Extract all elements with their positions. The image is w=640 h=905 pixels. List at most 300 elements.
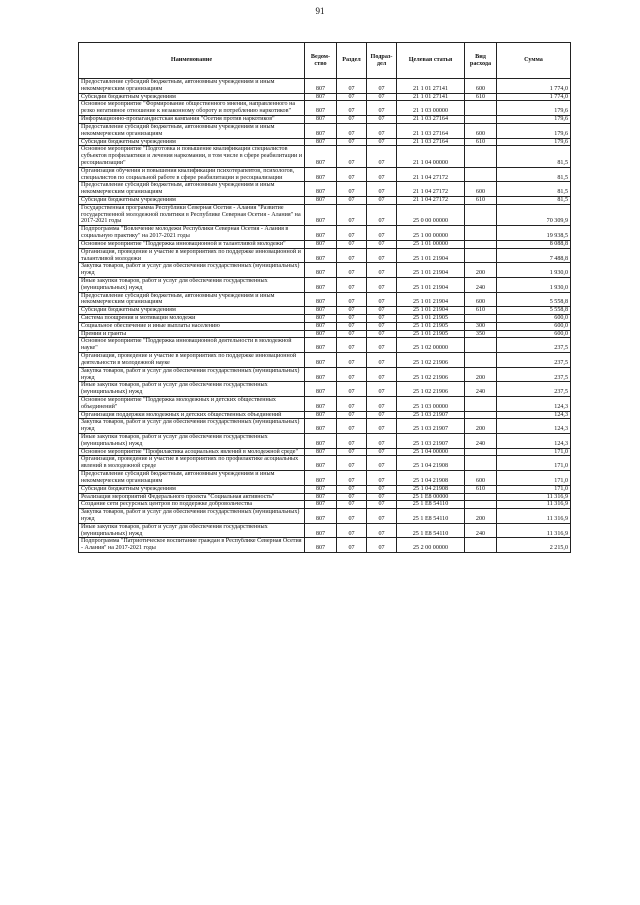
row-section: 07 bbox=[337, 353, 367, 368]
row-amount: 1 930,0 bbox=[497, 277, 571, 292]
row-name: Организация обучения и повышения квалификации психотерапевтов, психологов, специалистов по социальной работе в сфере реабилитации и ресоциализации bbox=[79, 167, 305, 182]
row-section: 07 bbox=[337, 248, 367, 263]
table-row bbox=[79, 116, 571, 124]
row-target: 25 1 01 21905 bbox=[397, 322, 465, 330]
row-amount: 11 316,9 bbox=[497, 501, 571, 509]
row-amount: 1 774,0 bbox=[497, 93, 571, 101]
row-dept: 807 bbox=[305, 456, 337, 471]
row-name: Основное мероприятие "Поддержка инновационной и талантливой молодежи" bbox=[79, 240, 305, 248]
header-expense-type: Вид расхода bbox=[465, 43, 497, 79]
row-name: Премии и гранты bbox=[79, 330, 305, 338]
table-row bbox=[79, 292, 571, 307]
row-dept: 807 bbox=[305, 411, 337, 419]
row-amount: 237,5 bbox=[497, 353, 571, 368]
header-subsection: Подраз-дел bbox=[367, 43, 397, 79]
table-row bbox=[79, 277, 571, 292]
row-name: Предоставление субсидий бюджетным, автономным учреждениям и иным некоммерческим организациям bbox=[79, 182, 305, 197]
row-target: 25 1 02 21906 bbox=[397, 353, 465, 368]
row-expense-type bbox=[465, 338, 497, 353]
row-name: Предоставление субсидий бюджетным, автономным учреждениям и иным некоммерческим организациям bbox=[79, 123, 305, 138]
row-expense-type: 240 bbox=[465, 523, 497, 538]
row-amount: 81,5 bbox=[497, 146, 571, 167]
table-row bbox=[79, 307, 571, 315]
row-section: 07 bbox=[337, 93, 367, 101]
row-dept: 807 bbox=[305, 471, 337, 486]
row-target: 25 1 00 00000 bbox=[397, 226, 465, 241]
row-section: 07 bbox=[337, 509, 367, 524]
row-expense-type bbox=[465, 315, 497, 323]
row-dept: 807 bbox=[305, 101, 337, 116]
row-expense-type bbox=[465, 353, 497, 368]
table-row bbox=[79, 382, 571, 397]
row-subsection: 07 bbox=[367, 240, 397, 248]
row-amount: 81,5 bbox=[497, 182, 571, 197]
row-dept: 807 bbox=[305, 367, 337, 382]
row-subsection: 07 bbox=[367, 226, 397, 241]
row-expense-type: 240 bbox=[465, 382, 497, 397]
header-section: Раздел bbox=[337, 43, 367, 79]
table-row bbox=[79, 485, 571, 493]
row-section: 07 bbox=[337, 226, 367, 241]
row-target: 25 1 E8 00000 bbox=[397, 493, 465, 501]
row-target: 21 1 03 27164 bbox=[397, 123, 465, 138]
row-expense-type: 600 bbox=[465, 471, 497, 486]
row-subsection: 07 bbox=[367, 456, 397, 471]
row-expense-type: 610 bbox=[465, 197, 497, 205]
row-dept: 807 bbox=[305, 353, 337, 368]
row-section: 07 bbox=[337, 411, 367, 419]
row-amount: 81,5 bbox=[497, 167, 571, 182]
row-dept: 807 bbox=[305, 226, 337, 241]
row-amount: 11 316,9 bbox=[497, 493, 571, 501]
row-expense-type bbox=[465, 204, 497, 225]
row-section: 07 bbox=[337, 456, 367, 471]
row-target: 25 1 E8 54110 bbox=[397, 523, 465, 538]
row-name: Подпрограмма "Вовлечение молодежи Республики Северная Осетия - Алания в социальную практику" на 2017-2021 годы bbox=[79, 226, 305, 241]
row-name: Субсидии бюджетным учреждениям bbox=[79, 307, 305, 315]
row-name: Основное мероприятие "Профилактика асоциальных явлений в молодежной среде" bbox=[79, 448, 305, 456]
row-expense-type: 200 bbox=[465, 367, 497, 382]
row-target: 25 1 04 21908 bbox=[397, 485, 465, 493]
row-expense-type bbox=[465, 167, 497, 182]
row-subsection: 07 bbox=[367, 353, 397, 368]
row-amount: 179,6 bbox=[497, 116, 571, 124]
row-expense-type bbox=[465, 226, 497, 241]
table-row bbox=[79, 523, 571, 538]
table-row bbox=[79, 93, 571, 101]
row-name: Иные закупки товаров, работ и услуг для обеспечения государственных (муниципальных) нужд bbox=[79, 523, 305, 538]
row-amount: 179,6 bbox=[497, 101, 571, 116]
row-amount: 124,3 bbox=[497, 419, 571, 434]
row-name: Система поощрения и мотивации молодежи bbox=[79, 315, 305, 323]
row-expense-type bbox=[465, 240, 497, 248]
row-expense-type bbox=[465, 501, 497, 509]
row-name: Организация поддержки молодежных и детских общественных объединений bbox=[79, 411, 305, 419]
row-section: 07 bbox=[337, 123, 367, 138]
row-dept: 807 bbox=[305, 204, 337, 225]
row-subsection: 07 bbox=[367, 138, 397, 146]
table-row bbox=[79, 456, 571, 471]
row-dept: 807 bbox=[305, 123, 337, 138]
row-amount: 237,5 bbox=[497, 367, 571, 382]
row-subsection: 07 bbox=[367, 79, 397, 94]
row-section: 07 bbox=[337, 315, 367, 323]
row-dept: 807 bbox=[305, 197, 337, 205]
row-expense-type bbox=[465, 116, 497, 124]
row-dept: 807 bbox=[305, 501, 337, 509]
row-name: Организация, проведение и участие в мероприятиях по поддержке инновационной деятельности в молодежной науке bbox=[79, 353, 305, 368]
row-dept: 807 bbox=[305, 434, 337, 449]
row-name: Предоставление субсидий бюджетным, автономным учреждениям и иным некоммерческим организациям bbox=[79, 292, 305, 307]
table-row bbox=[79, 448, 571, 456]
row-expense-type bbox=[465, 146, 497, 167]
row-section: 07 bbox=[337, 419, 367, 434]
table-row bbox=[79, 248, 571, 263]
row-amount: 81,5 bbox=[497, 197, 571, 205]
row-subsection: 07 bbox=[367, 367, 397, 382]
row-dept: 807 bbox=[305, 523, 337, 538]
row-section: 07 bbox=[337, 396, 367, 411]
row-section: 07 bbox=[337, 434, 367, 449]
row-dept: 807 bbox=[305, 307, 337, 315]
row-expense-type: 240 bbox=[465, 434, 497, 449]
row-name: Закупка товаров, работ и услуг для обеспечения государственных (муниципальных) нужд bbox=[79, 263, 305, 278]
row-name: Информационно-пропагандистская кампания "Осетия против наркотиков" bbox=[79, 116, 305, 124]
row-target: 25 1 01 21904 bbox=[397, 248, 465, 263]
row-target: 21 1 03 27164 bbox=[397, 138, 465, 146]
header-target: Целевая статья bbox=[397, 43, 465, 79]
row-dept: 807 bbox=[305, 338, 337, 353]
row-name: Предоставление субсидий бюджетным, автономным учреждениям и иным некоммерческим организациям bbox=[79, 471, 305, 486]
row-name: Основное мероприятие "Поддержка молодежных и детских общественных объединений" bbox=[79, 396, 305, 411]
row-dept: 807 bbox=[305, 138, 337, 146]
row-dept: 807 bbox=[305, 538, 337, 553]
row-expense-type bbox=[465, 448, 497, 456]
row-dept: 807 bbox=[305, 93, 337, 101]
row-amount: 5 558,8 bbox=[497, 292, 571, 307]
row-amount: 7 488,8 bbox=[497, 248, 571, 263]
row-section: 07 bbox=[337, 138, 367, 146]
row-section: 07 bbox=[337, 322, 367, 330]
row-subsection: 07 bbox=[367, 277, 397, 292]
row-name: Иные закупки товаров, работ и услуг для обеспечения государственных (муниципальных) нужд bbox=[79, 434, 305, 449]
row-amount: 600,0 bbox=[497, 322, 571, 330]
row-name: Подпрограмма "Патриотическое воспитание граждан в Республике Северная Осетия - Алания" на 2017-2021 годы bbox=[79, 538, 305, 553]
row-target: 25 1 E8 54110 bbox=[397, 501, 465, 509]
table-row bbox=[79, 411, 571, 419]
table-row bbox=[79, 226, 571, 241]
row-subsection: 07 bbox=[367, 315, 397, 323]
row-section: 07 bbox=[337, 493, 367, 501]
row-name: Основное мероприятие "Поддержка инновационной деятельности в молодежной науке" bbox=[79, 338, 305, 353]
row-subsection: 07 bbox=[367, 448, 397, 456]
row-amount: 5 558,8 bbox=[497, 307, 571, 315]
row-dept: 807 bbox=[305, 382, 337, 397]
row-subsection: 07 bbox=[367, 123, 397, 138]
row-subsection: 07 bbox=[367, 396, 397, 411]
row-section: 07 bbox=[337, 101, 367, 116]
row-target: 25 1 04 21908 bbox=[397, 456, 465, 471]
row-subsection: 07 bbox=[367, 501, 397, 509]
row-dept: 807 bbox=[305, 263, 337, 278]
row-subsection: 07 bbox=[367, 493, 397, 501]
row-target: 25 1 01 21904 bbox=[397, 263, 465, 278]
row-name: Реализация мероприятий Федерального проекта "Социальная активность" bbox=[79, 493, 305, 501]
budget-table bbox=[78, 42, 571, 553]
row-dept: 807 bbox=[305, 240, 337, 248]
header-amount: Сумма bbox=[497, 43, 571, 79]
row-subsection: 07 bbox=[367, 419, 397, 434]
row-section: 07 bbox=[337, 448, 367, 456]
row-dept: 807 bbox=[305, 448, 337, 456]
row-name: Организация, проведение и участие в мероприятиях по профилактике асоциальных явлений в молодежной среде bbox=[79, 456, 305, 471]
row-name: Субсидии бюджетным учреждениям bbox=[79, 197, 305, 205]
row-amount: 2 215,0 bbox=[497, 538, 571, 553]
row-name: Закупка товаров, работ и услуг для обеспечения государственных (муниципальных) нужд bbox=[79, 509, 305, 524]
table-row bbox=[79, 123, 571, 138]
row-subsection: 07 bbox=[367, 101, 397, 116]
row-dept: 807 bbox=[305, 485, 337, 493]
table-header-row bbox=[79, 43, 571, 79]
row-target: 25 2 00 00000 bbox=[397, 538, 465, 553]
header-dept: Ведом-ство bbox=[305, 43, 337, 79]
row-amount: 171,0 bbox=[497, 471, 571, 486]
row-expense-type: 350 bbox=[465, 330, 497, 338]
row-dept: 807 bbox=[305, 79, 337, 94]
row-section: 07 bbox=[337, 307, 367, 315]
row-expense-type: 300 bbox=[465, 322, 497, 330]
row-section: 07 bbox=[337, 382, 367, 397]
table-row bbox=[79, 182, 571, 197]
row-section: 07 bbox=[337, 471, 367, 486]
row-amount: 8 088,8 bbox=[497, 240, 571, 248]
row-expense-type: 600 bbox=[465, 123, 497, 138]
row-amount: 124,3 bbox=[497, 434, 571, 449]
row-expense-type bbox=[465, 101, 497, 116]
table-row bbox=[79, 197, 571, 205]
row-subsection: 07 bbox=[367, 322, 397, 330]
row-name: Создание сети ресурсных центров по поддержке добровольчества bbox=[79, 501, 305, 509]
row-target: 25 1 03 21907 bbox=[397, 419, 465, 434]
row-section: 07 bbox=[337, 277, 367, 292]
row-name: Субсидии бюджетным учреждениям bbox=[79, 485, 305, 493]
row-dept: 807 bbox=[305, 292, 337, 307]
row-target: 25 1 01 21905 bbox=[397, 330, 465, 338]
row-target: 25 1 01 21905 bbox=[397, 315, 465, 323]
row-subsection: 07 bbox=[367, 471, 397, 486]
row-amount: 179,6 bbox=[497, 123, 571, 138]
row-target: 25 1 03 21907 bbox=[397, 411, 465, 419]
row-dept: 807 bbox=[305, 248, 337, 263]
page-number: 91 bbox=[315, 6, 325, 16]
row-target: 25 1 02 21906 bbox=[397, 382, 465, 397]
row-section: 07 bbox=[337, 204, 367, 225]
row-amount: 11 316,9 bbox=[497, 523, 571, 538]
row-expense-type: 600 bbox=[465, 79, 497, 94]
row-subsection: 07 bbox=[367, 292, 397, 307]
row-amount: 124,3 bbox=[497, 411, 571, 419]
row-subsection: 07 bbox=[367, 204, 397, 225]
row-name: Основное мероприятие "Подготовка и повышение квалификации специалистов субъектов профилактики и лечения наркомании, в том числе в сфере реабилитации и ресоциализации" bbox=[79, 146, 305, 167]
row-dept: 807 bbox=[305, 116, 337, 124]
table-row bbox=[79, 315, 571, 323]
row-section: 07 bbox=[337, 240, 367, 248]
row-target: 25 1 03 00000 bbox=[397, 396, 465, 411]
row-name: Субсидии бюджетным учреждениям bbox=[79, 138, 305, 146]
row-expense-type: 610 bbox=[465, 93, 497, 101]
table-row bbox=[79, 338, 571, 353]
row-expense-type bbox=[465, 248, 497, 263]
row-section: 07 bbox=[337, 538, 367, 553]
row-dept: 807 bbox=[305, 419, 337, 434]
row-expense-type bbox=[465, 456, 497, 471]
row-expense-type: 200 bbox=[465, 263, 497, 278]
row-amount: 19 938,5 bbox=[497, 226, 571, 241]
row-dept: 807 bbox=[305, 493, 337, 501]
table-row bbox=[79, 79, 571, 94]
row-amount: 1 930,0 bbox=[497, 263, 571, 278]
row-expense-type bbox=[465, 538, 497, 553]
row-subsection: 07 bbox=[367, 509, 397, 524]
table-body bbox=[79, 79, 571, 553]
row-expense-type: 200 bbox=[465, 419, 497, 434]
row-amount: 171,0 bbox=[497, 448, 571, 456]
row-subsection: 07 bbox=[367, 116, 397, 124]
row-name: Основное мероприятие "Формирование общественного мнения, направленного на резко негативное отношение к незаконному обороту и потреблению наркотиков" bbox=[79, 101, 305, 116]
row-dept: 807 bbox=[305, 167, 337, 182]
row-target: 25 1 02 00000 bbox=[397, 338, 465, 353]
row-amount: 124,3 bbox=[497, 396, 571, 411]
row-expense-type bbox=[465, 396, 497, 411]
row-expense-type: 200 bbox=[465, 509, 497, 524]
table-row bbox=[79, 353, 571, 368]
table-row bbox=[79, 367, 571, 382]
row-amount: 171,0 bbox=[497, 456, 571, 471]
row-subsection: 07 bbox=[367, 146, 397, 167]
row-section: 07 bbox=[337, 523, 367, 538]
row-section: 07 bbox=[337, 367, 367, 382]
row-target: 25 0 00 00000 bbox=[397, 204, 465, 225]
row-section: 07 bbox=[337, 116, 367, 124]
row-amount: 237,5 bbox=[497, 338, 571, 353]
row-dept: 807 bbox=[305, 315, 337, 323]
row-name: Субсидии бюджетным учреждениям bbox=[79, 93, 305, 101]
row-target: 21 1 04 27172 bbox=[397, 167, 465, 182]
row-section: 07 bbox=[337, 79, 367, 94]
row-name: Организация, проведение и участие в мероприятиях по поддержке инновационной и талантливой молодежи bbox=[79, 248, 305, 263]
row-subsection: 07 bbox=[367, 434, 397, 449]
row-target: 25 1 01 21904 bbox=[397, 277, 465, 292]
table-row bbox=[79, 138, 571, 146]
table-row bbox=[79, 167, 571, 182]
row-expense-type: 240 bbox=[465, 277, 497, 292]
row-subsection: 07 bbox=[367, 167, 397, 182]
row-subsection: 07 bbox=[367, 93, 397, 101]
row-amount: 171,0 bbox=[497, 485, 571, 493]
table-row bbox=[79, 322, 571, 330]
row-expense-type bbox=[465, 411, 497, 419]
row-expense-type: 600 bbox=[465, 292, 497, 307]
table-row bbox=[79, 396, 571, 411]
row-amount: 237,5 bbox=[497, 382, 571, 397]
row-target: 25 1 01 21904 bbox=[397, 292, 465, 307]
row-subsection: 07 bbox=[367, 485, 397, 493]
row-amount: 600,0 bbox=[497, 315, 571, 323]
row-section: 07 bbox=[337, 338, 367, 353]
row-subsection: 07 bbox=[367, 338, 397, 353]
row-expense-type bbox=[465, 493, 497, 501]
row-subsection: 07 bbox=[367, 330, 397, 338]
row-target: 21 1 04 27172 bbox=[397, 197, 465, 205]
row-subsection: 07 bbox=[367, 182, 397, 197]
row-amount: 179,6 bbox=[497, 138, 571, 146]
row-expense-type: 610 bbox=[465, 485, 497, 493]
row-section: 07 bbox=[337, 197, 367, 205]
table-row bbox=[79, 501, 571, 509]
row-target: 21 1 01 27141 bbox=[397, 79, 465, 94]
row-target: 25 1 02 21906 bbox=[397, 367, 465, 382]
row-target: 21 1 03 00000 bbox=[397, 101, 465, 116]
row-name: Предоставление субсидий бюджетным, автономным учреждениям и иным некоммерческим организациям bbox=[79, 79, 305, 94]
row-name: Закупка товаров, работ и услуг для обеспечения государственных (муниципальных) нужд bbox=[79, 419, 305, 434]
row-subsection: 07 bbox=[367, 307, 397, 315]
row-name: Социальное обеспечение и иные выплаты населению bbox=[79, 322, 305, 330]
row-expense-type: 610 bbox=[465, 307, 497, 315]
row-subsection: 07 bbox=[367, 523, 397, 538]
row-dept: 807 bbox=[305, 322, 337, 330]
row-target: 21 1 04 27172 bbox=[397, 182, 465, 197]
row-target: 25 1 04 21908 bbox=[397, 471, 465, 486]
row-target: 25 1 01 00000 bbox=[397, 240, 465, 248]
header-name: Наименование bbox=[79, 43, 305, 79]
row-section: 07 bbox=[337, 330, 367, 338]
row-section: 07 bbox=[337, 501, 367, 509]
row-target: 21 1 03 27164 bbox=[397, 116, 465, 124]
row-section: 07 bbox=[337, 263, 367, 278]
row-dept: 807 bbox=[305, 330, 337, 338]
row-target: 25 1 03 21907 bbox=[397, 434, 465, 449]
row-target: 25 1 E8 54110 bbox=[397, 509, 465, 524]
row-subsection: 07 bbox=[367, 263, 397, 278]
row-subsection: 07 bbox=[367, 248, 397, 263]
row-target: 21 1 01 27141 bbox=[397, 93, 465, 101]
row-dept: 807 bbox=[305, 396, 337, 411]
row-dept: 807 bbox=[305, 509, 337, 524]
row-section: 07 bbox=[337, 167, 367, 182]
table-row bbox=[79, 240, 571, 248]
row-expense-type: 600 bbox=[465, 182, 497, 197]
row-dept: 807 bbox=[305, 277, 337, 292]
table-row bbox=[79, 146, 571, 167]
table-row bbox=[79, 419, 571, 434]
row-section: 07 bbox=[337, 182, 367, 197]
row-amount: 600,0 bbox=[497, 330, 571, 338]
table-row bbox=[79, 330, 571, 338]
row-target: 25 1 01 21904 bbox=[397, 307, 465, 315]
row-target: 21 1 04 00000 bbox=[397, 146, 465, 167]
row-subsection: 07 bbox=[367, 382, 397, 397]
row-name: Иные закупки товаров, работ и услуг для обеспечения государственных (муниципальных) нужд bbox=[79, 382, 305, 397]
table-row bbox=[79, 538, 571, 553]
row-subsection: 07 bbox=[367, 411, 397, 419]
table-row bbox=[79, 204, 571, 225]
row-subsection: 07 bbox=[367, 197, 397, 205]
table-row bbox=[79, 509, 571, 524]
row-amount: 11 316,9 bbox=[497, 509, 571, 524]
table-row bbox=[79, 471, 571, 486]
row-target: 25 1 04 00000 bbox=[397, 448, 465, 456]
table-row bbox=[79, 493, 571, 501]
